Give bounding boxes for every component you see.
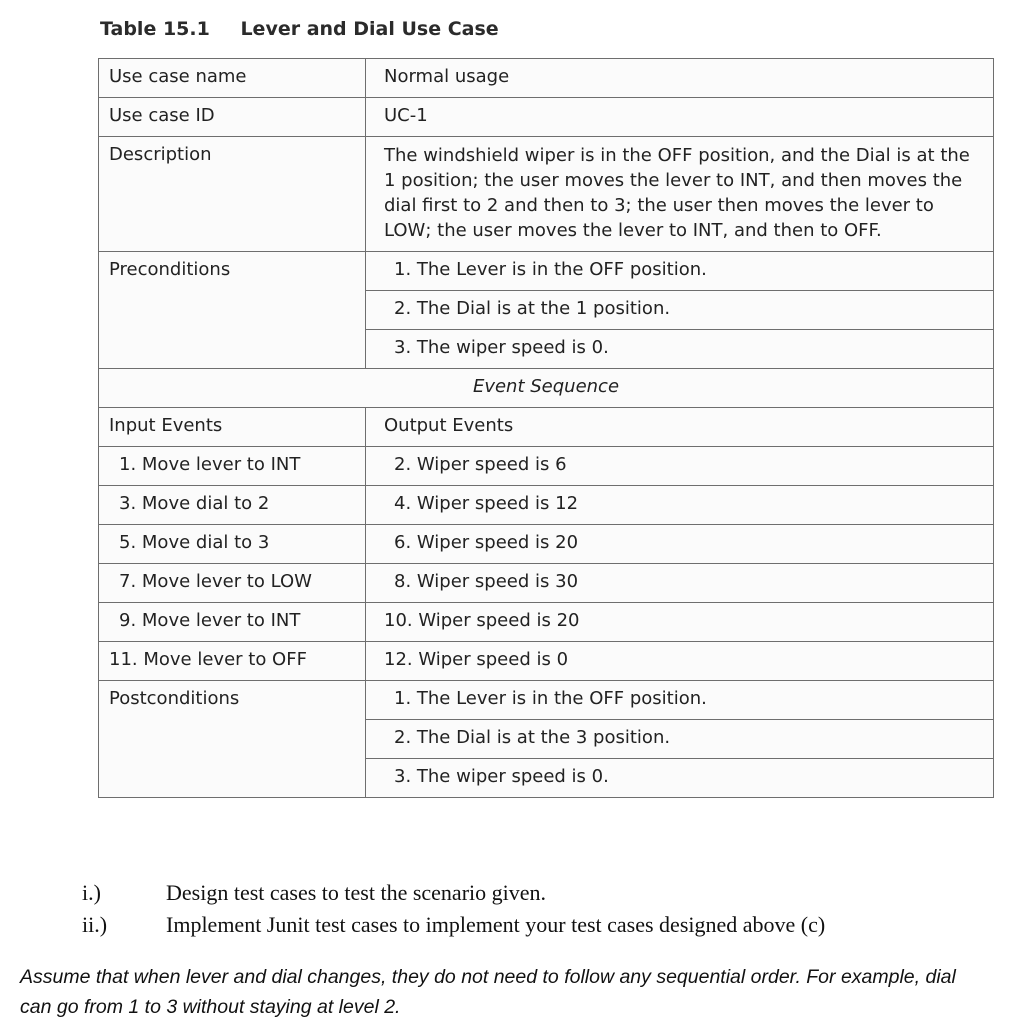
precondition-item: 2. The Dial is at the 1 position. (366, 291, 994, 330)
use-case-id-value: UC-1 (366, 98, 994, 137)
input-event: 5. Move dial to 3 (99, 525, 366, 564)
output-event: 6. Wiper speed is 20 (366, 525, 994, 564)
postconditions-label: Postconditions (99, 681, 366, 798)
table-row (99, 252, 994, 291)
assumption-note: Assume that when lever and dial changes, they do not need to follow any sequential order. For example, dial can go from 1 to 3 without staying at level 2. (20, 966, 956, 1018)
output-events-header: Output Events (366, 408, 994, 447)
use-case-id-label: Use case ID (99, 98, 366, 137)
table-row (99, 98, 994, 137)
question-1 (82, 880, 546, 906)
table-caption (100, 18, 499, 40)
question-2 (82, 912, 825, 938)
input-event: 11. Move lever to OFF (99, 642, 366, 681)
output-event: 2. Wiper speed is 6 (366, 447, 994, 486)
use-case-name-label: Use case name (99, 59, 366, 98)
precondition-item: 3. The wiper speed is 0. (366, 330, 994, 369)
postcondition-item: 1. The Lever is in the OFF position. (366, 681, 994, 720)
input-event: 7. Move lever to LOW (99, 564, 366, 603)
output-event: 4. Wiper speed is 12 (366, 486, 994, 525)
description-label: Description (99, 137, 366, 252)
question-text: Implement Junit test cases to implement your test cases designed above (c) (166, 912, 826, 937)
input-event: 9. Move lever to INT (99, 603, 366, 642)
input-event: 3. Move dial to 2 (99, 486, 366, 525)
question-label: ii.) (82, 912, 108, 937)
input-events-header: Input Events (99, 408, 366, 447)
table-row (99, 137, 994, 252)
output-event: 10. Wiper speed is 20 (366, 603, 994, 642)
precondition-item: 1. The Lever is in the OFF position. (366, 252, 994, 291)
use-case-table (98, 58, 994, 798)
output-event: 8. Wiper speed is 30 (366, 564, 994, 603)
table-row (99, 564, 994, 603)
use-case-name-value: Normal usage (366, 59, 994, 98)
table-row (99, 369, 994, 408)
postcondition-item: 2. The Dial is at the 3 position. (366, 720, 994, 759)
table-row (99, 447, 994, 486)
description-value: The windshield wiper is in the OFF position, and the Dial is at the 1 position; the user moves the lever to INT, and then moves the dial first to 2 and then to 3; the user then moves the lever to LOW; the user moves the lever to INT, and then to OFF. (366, 137, 994, 252)
event-sequence-header: Event Sequence (99, 369, 994, 408)
table-title: Lever and Dial Use Case (240, 18, 499, 40)
table-row (99, 603, 994, 642)
postcondition-item: 3. The wiper speed is 0. (366, 759, 994, 798)
table-number: Table 15.1 (100, 18, 210, 40)
question-text: Design test cases to test the scenario given. (166, 880, 547, 905)
table-row (99, 486, 994, 525)
table-row (99, 408, 994, 447)
input-event: 1. Move lever to INT (99, 447, 366, 486)
question-label: i.) (82, 880, 101, 905)
table-row (99, 642, 994, 681)
table-row (99, 525, 994, 564)
preconditions-label: Preconditions (99, 252, 366, 369)
table-row (99, 59, 994, 98)
table-row (99, 681, 994, 720)
output-event: 12. Wiper speed is 0 (366, 642, 994, 681)
